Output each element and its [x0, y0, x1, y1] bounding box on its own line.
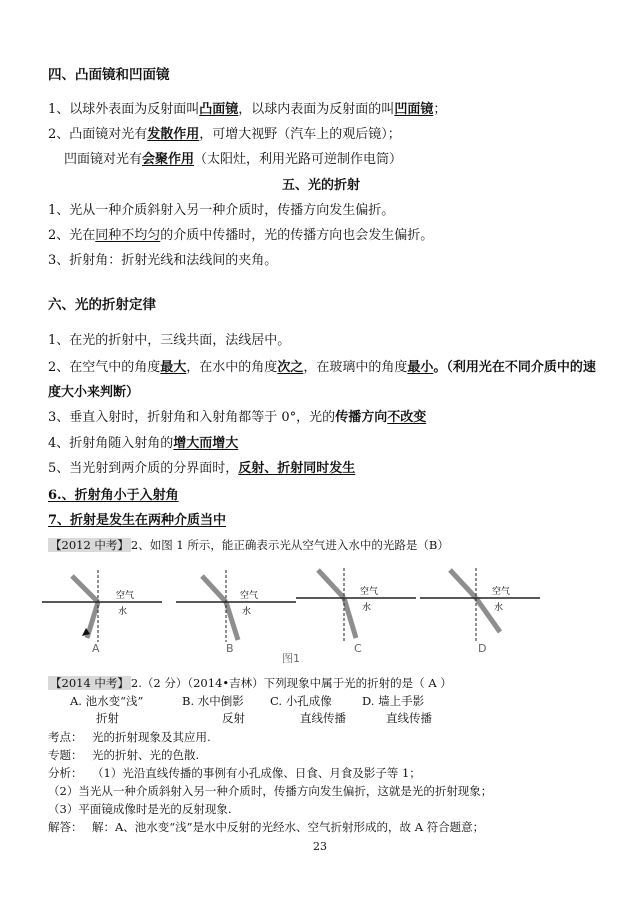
key-term: 次之: [277, 360, 304, 375]
text: 1、以球外表面为反射面叫: [48, 102, 200, 117]
key-term: 会聚作用: [142, 152, 195, 167]
figure-label-c: C: [354, 642, 362, 655]
zhuanti: [48, 747, 199, 763]
key-term: 增大而增大: [173, 436, 239, 451]
fenxi-2: （2）当光从一种介质斜射入另一种介质时，传播方向发生偏折，这就是光的折射现象；: [48, 784, 493, 798]
jieda: [48, 819, 484, 835]
text: 凹面镜对光有: [64, 152, 143, 167]
field-value: 解：A、池水变“浅”是水中反射的光经水、空气折射形成的，故 A 符合题意；: [92, 820, 485, 834]
text: 2、光在: [48, 228, 96, 243]
sec5-line-3: 3、折射角：折射光线和法线间的夹角。: [48, 253, 278, 268]
field-value: （1）光沿直线传播的事例有小孔成像、日食、月食及影子等 1；: [92, 766, 421, 780]
option-key: C.: [270, 694, 283, 708]
figure-caption: 图1: [282, 652, 300, 665]
option-a: [70, 693, 143, 709]
text: 5、当光射到两介质的分界面时，: [48, 461, 239, 476]
option-c: [270, 693, 332, 709]
sec6-line-7: 7、折射是发生在两种介质当中: [48, 513, 227, 528]
key-term: 最小: [407, 360, 434, 375]
option-d: [362, 693, 424, 709]
text: 。（利用光在不同介质中的速: [433, 360, 596, 375]
key-term: 传播方向: [335, 410, 388, 425]
text: ；: [433, 102, 447, 117]
field-value: 光的折射现象及其应用.: [92, 730, 211, 744]
text: ，以球内表面为反射面的叫: [238, 102, 395, 117]
option-d-note: 直线传播: [386, 711, 432, 725]
section-4-title: 四、凸面镜和凹面镜: [48, 67, 170, 83]
option-text: 墙上手影: [378, 694, 425, 708]
sec5-line-2: [48, 227, 433, 245]
field-label: 考点：: [48, 730, 83, 744]
option-text: 池水变“浅”: [85, 694, 144, 708]
question-1: [48, 537, 449, 553]
key-term: 同种不均匀: [95, 228, 161, 243]
field-label: 解答：: [48, 820, 83, 834]
text: 4、折射角随入射角的: [48, 436, 174, 451]
water-label: 水: [118, 607, 128, 617]
exam-tag: 【2014 中考】: [50, 676, 129, 690]
fenxi-3: （3）平面镜成像时是光的反射现象.: [48, 802, 232, 816]
key-term: 最大: [160, 360, 187, 375]
sec5-line-1: 1、光从一种介质斜射入另一种介质时，传播方向发生偏折。: [48, 203, 395, 218]
ray-diagram-a: [42, 562, 162, 662]
field-label: 专题：: [48, 748, 83, 762]
question-text: 2.（2 分）（2014•吉林）下列现象中属于光的折射的是（ A ）: [130, 676, 452, 690]
water-label: 水: [494, 603, 504, 613]
option-a-note: 折射: [96, 711, 119, 725]
question-text: 2、如图 1 所示，能正确表示光从空气进入水中的光路是（B）: [130, 538, 449, 552]
figure-option-a: [42, 562, 162, 662]
figure-label-d: D: [478, 642, 487, 655]
sec4-line-2: [48, 126, 401, 144]
text: （太阳灶，利用光路可逆制作电筒）: [194, 152, 403, 167]
figure-label-a: A: [92, 642, 100, 655]
sec6-line-3: [48, 409, 426, 427]
text: 2、在空气中的角度: [48, 360, 161, 375]
exam-tag: 【2012 中考】: [50, 538, 129, 552]
text: 3、垂直入射时，折射角和入射角都等于 0°，光的: [48, 410, 336, 425]
key-term: 凸面镜: [199, 102, 239, 117]
air-label: 空气: [116, 591, 135, 601]
figure-label-b: B: [226, 642, 234, 655]
sec6-line-6: 6.、折射角小于入射角: [48, 488, 179, 503]
text: 2、凸面镜对光有: [48, 127, 148, 142]
key-term: 发散作用: [147, 127, 200, 142]
sec6-line-5: [48, 460, 355, 478]
section-5-title: 五、光的折射: [282, 178, 361, 193]
water-label: 水: [362, 603, 372, 613]
field-value: 光的折射、光的色散.: [92, 748, 200, 762]
water-label: 水: [242, 607, 252, 617]
fenxi: [48, 765, 421, 781]
option-key: D.: [362, 694, 375, 708]
option-key: B.: [182, 694, 195, 708]
figure-option-b: [176, 562, 296, 662]
sec6-line-2b: 度大小来判断）: [48, 385, 140, 400]
question-2: [48, 675, 452, 691]
sec6-line-2: [48, 359, 596, 377]
air-label: 空气: [360, 587, 379, 597]
option-b-note: 反射: [222, 711, 245, 725]
ray-diagram-b: [176, 562, 296, 662]
option-text: 水中倒影: [197, 694, 244, 708]
sec6-line-4: [48, 435, 238, 453]
air-label: 空气: [240, 591, 259, 601]
text: ，在玻璃中的角度: [303, 360, 408, 375]
text: ，在水中的角度: [186, 360, 278, 375]
option-c-note: 直线传播: [300, 711, 346, 725]
option-text: 小孔成像: [285, 694, 332, 708]
section-6-title: 六、光的折射定律: [48, 297, 156, 313]
air-label: 空气: [492, 587, 511, 597]
sec6-line-1: 1、在光的折射中，三线共面，法线居中。: [48, 333, 291, 348]
sec4-line-1: [48, 101, 446, 119]
text: 的介质中传播时，光的传播方向也会发生偏折。: [160, 228, 434, 243]
field-label: 分析：: [48, 766, 83, 780]
key-term: 凹面镜: [394, 102, 434, 117]
sec4-line-3: [64, 151, 402, 169]
text: ，可增大视野（汽车上的观后镜）；: [199, 127, 401, 142]
option-key: A.: [70, 694, 82, 708]
option-b: [182, 693, 244, 709]
key-term: 不改变: [387, 410, 427, 425]
page-number: 23: [313, 840, 327, 853]
key-term: 反射、折射同时发生: [238, 461, 356, 476]
kaodian: [48, 729, 211, 745]
